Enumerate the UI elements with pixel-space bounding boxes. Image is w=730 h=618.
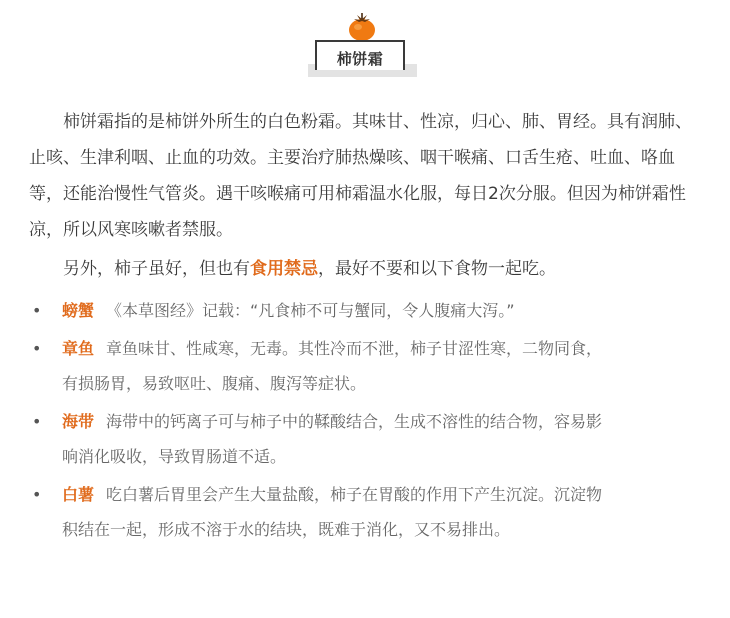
list-item-kelp: [29, 404, 607, 474]
bullet-dot: •: [32, 412, 42, 431]
item-text: 吃白薯后胃里会产生大量盐酸，柿子在胃酸的作用下产生沉淀。沉淀物积结在一起，形成不溶于水的结块，既难于消化，又不易排出。: [62, 485, 603, 539]
intro-paragraph: 柿饼霜指的是柿饼外所生的白色粉霜。其味甘、性凉，归心、肺、胃经。具有润肺、止咳、生津利咽、止血的功效。主要治疗肺热燥咳、咽干喉痛、口舌生疮、吐血、咯血等，还能治慢性气管炎。遇干咳喉痛可用柿霜温水化服，每日2次分服。但因为柿饼霜性凉，所以风寒咳嗽者禁服。: [29, 112, 692, 240]
bullet-dot: •: [32, 485, 42, 504]
item-text: 《本草图经》记载：“凡食柿不可与蟹同，令人腹痛大泻。”: [106, 301, 515, 320]
item-title: 章鱼: [62, 339, 95, 358]
article-body: [29, 104, 699, 550]
list-item-crab: [29, 293, 607, 328]
item-text: 海带中的钙离子可与柿子中的鞣酸结合，生成不溶性的结合物，容易影响消化吸收，导致胃肠道不适。: [62, 412, 603, 466]
item-title: 白薯: [62, 485, 95, 504]
food-list: [29, 293, 699, 547]
persimmon-icon: [346, 12, 378, 42]
warning-text-before: 另外，柿子虽好，但也有: [63, 259, 250, 279]
item-text: 章鱼味甘、性咸寒，无毒。其性冷而不泄，柿子甘涩性寒，二物同食，有损肠胃，易致呕吐、腹痛、腹泻等症状。: [62, 339, 603, 393]
warning-paragraph: [29, 251, 699, 287]
item-title: 海带: [62, 412, 95, 431]
list-item-octopus: [29, 331, 607, 401]
bullet-dot: •: [32, 301, 42, 320]
section-header: [0, 0, 730, 80]
title-box: [315, 40, 405, 70]
warning-text-after: ，最好不要和以下食物一起吃。: [318, 259, 556, 279]
highlight-taboo: 食用禁忌: [250, 259, 318, 279]
page-title: 柿饼霜: [336, 50, 384, 68]
item-title: 螃蟹: [62, 301, 95, 320]
list-item-sweet-potato: [29, 477, 607, 547]
bullet-dot: •: [32, 339, 42, 358]
